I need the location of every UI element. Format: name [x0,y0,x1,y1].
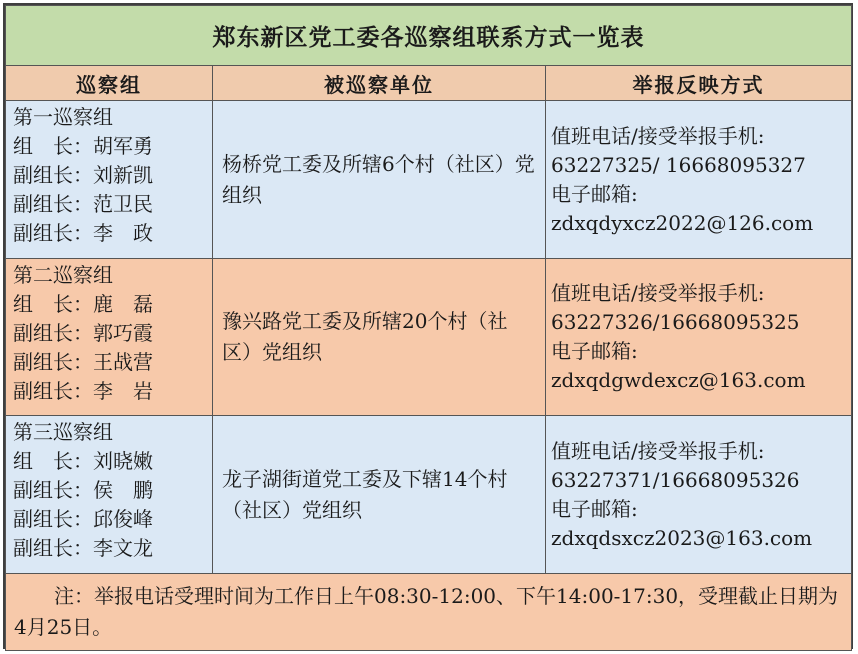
email-label: 电子邮箱: [551,496,638,521]
email-label: 电子邮箱: [551,181,638,206]
table-row [6,259,852,416]
group-cell [6,101,213,259]
contact-cell [546,259,852,416]
member-leader: 组 长：鹿 磊 [13,292,153,316]
member-leader: 组 长：刘晓嫩 [13,449,153,473]
member-leader: 组 长：胡军勇 [13,134,153,158]
header-row [6,66,852,101]
header-unit: 被巡察单位 [213,66,546,101]
member-deputy: 副组长：刘新凯 [13,163,153,187]
member-deputy: 副组长：侯 鹏 [13,478,153,502]
email-address: zdxqdgwdexcz@163.com [551,368,806,392]
group-name: 第三巡察组 [13,420,113,444]
contact-cell [546,416,852,574]
member-deputy: 副组长：范卫民 [13,192,153,216]
patrol-contact-table [5,5,852,651]
note-row [6,574,852,651]
group-cell [6,259,213,416]
group-cell [6,416,213,574]
contact-label: 值班电话/接受举报手机: [551,438,765,463]
unit-cell: 杨桥党工委及所辖6个村（社区）党组织 [213,101,546,259]
unit-cell: 豫兴路党工委及所辖20个村（社区）党组织 [213,259,546,416]
group-name: 第二巡察组 [13,263,113,287]
email-label: 电子邮箱: [551,339,638,363]
phone-numbers: 63227325/ 16668095327 [551,152,806,177]
member-deputy: 副组长：李 岩 [13,379,153,403]
title-row [6,6,852,66]
member-deputy: 副组长：郭巧霞 [13,321,153,345]
footnote: 注：举报电话受理时间为工作日上午08:30-12:00、下午14:00-17:30，受理截止日期为4月25日。 [6,574,852,651]
member-deputy: 副组长：王战营 [13,350,153,374]
contact-table-sheet [3,3,853,649]
header-contact: 举报反映方式 [546,66,852,101]
group-name: 第一巡察组 [13,105,113,129]
header-group: 巡察组 [6,66,213,101]
table-title: 郑东新区党工委各巡察组联系方式一览表 [6,6,852,66]
member-deputy: 副组长：李文龙 [13,536,153,560]
table-row [6,416,852,574]
phone-numbers: 63227371/16668095326 [551,467,800,492]
contact-label: 值班电话/接受举报手机: [551,281,765,305]
contact-label: 值班电话/接受举报手机: [551,123,765,148]
table-row [6,101,852,259]
unit-cell: 龙子湖街道党工委及下辖14个村（社区）党组织 [213,416,546,574]
member-deputy: 副组长：邱俊峰 [13,507,153,531]
email-address: zdxqdsxcz2023@163.com [551,525,813,550]
phone-numbers: 63227326/16668095325 [551,310,800,334]
email-address: zdxqdyxcz2022@126.com [551,210,814,235]
contact-cell [546,101,852,259]
member-deputy: 副组长：李 政 [13,221,153,245]
